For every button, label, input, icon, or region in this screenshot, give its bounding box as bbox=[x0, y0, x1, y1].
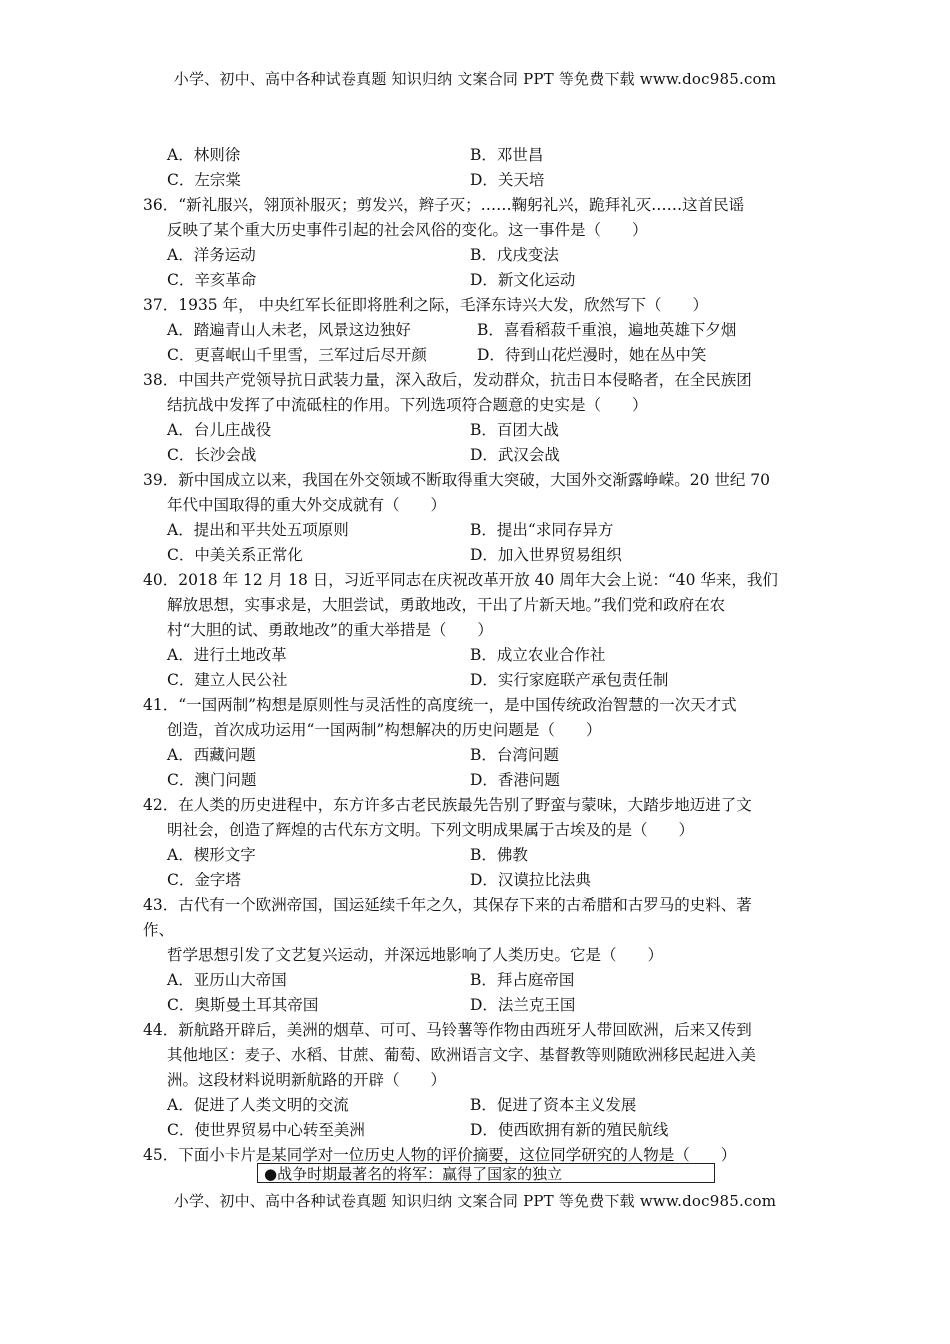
q43-option-a[interactable]: A．亚历山大帝国 bbox=[167, 971, 287, 989]
q42-stem-line2: 明社会，创造了辉煌的古代东方文明。下列文明成果属于古埃及的是（ ） bbox=[167, 821, 695, 839]
q38-option-b[interactable]: B．百团大战 bbox=[470, 421, 559, 439]
q35-option-b[interactable]: B．邓世昌 bbox=[470, 146, 544, 164]
q36-options-row1 bbox=[143, 243, 808, 268]
q41-option-a[interactable]: A．西藏问题 bbox=[167, 746, 256, 764]
q40-stem-line2: 解放思想，实事求是，大胆尝试，勇敢地改，干出了片新天地。”我们党和政府在农 bbox=[167, 596, 726, 614]
q40-option-c[interactable]: C．建立人民公社 bbox=[167, 671, 288, 689]
q41-stem-line1: 41．“一国两制”构想是原则性与灵活性的高度统一，是中国传统政治智慧的一次天才式 bbox=[143, 696, 737, 714]
q36-stem-line1: 36．“新礼服兴，翎顶补服灭；剪发兴，辫子灭；……鞠躬礼兴，跪拜礼灭……这首民谣 bbox=[143, 196, 745, 214]
q40-option-b[interactable]: B．成立农业合作社 bbox=[470, 646, 606, 664]
q37-options-row1 bbox=[143, 318, 808, 343]
q39-option-b[interactable]: B．提出“求同存异方 bbox=[470, 521, 614, 539]
q37-options-row2 bbox=[143, 343, 808, 368]
q43-options-row2 bbox=[143, 993, 808, 1018]
q44-option-d[interactable]: D．使西欧拥有新的殖民航线 bbox=[470, 1121, 669, 1139]
q42-option-b[interactable]: B．佛教 bbox=[470, 846, 528, 864]
q44-options-row2 bbox=[143, 1118, 808, 1143]
q44-option-c[interactable]: C．使世界贸易中心转至美洲 bbox=[167, 1121, 365, 1139]
q41-options-row2 bbox=[143, 768, 808, 793]
q37-option-b[interactable]: B．喜看稻菽千重浪，遍地英雄下夕烟 bbox=[477, 321, 737, 339]
q41-stem-line2: 创造，首次成功运用“一国两制”构想解决的历史问题是（ ） bbox=[167, 721, 602, 739]
q40-stem-line3: 村“大胆的试、勇敢地改”的重大举措是（ ） bbox=[167, 621, 493, 639]
q44-stem-line3: 洲。这段材料说明新航路的开辟（ ） bbox=[167, 1071, 447, 1089]
q44-option-a[interactable]: A．促进了人类文明的交流 bbox=[167, 1096, 349, 1114]
q37-option-c[interactable]: C．更喜岷山千里雪，三军过后尽开颜 bbox=[167, 346, 427, 364]
q39-option-c[interactable]: C．中美关系正常化 bbox=[167, 546, 303, 564]
q43-stem-line2: 哲学思想引发了文艺复兴运动，并深远地影响了人类历史。它是（ ） bbox=[167, 946, 664, 964]
q43-stem-line1-wrap: 作、 bbox=[143, 921, 175, 939]
page-header: 小学、初中、高中各种试卷真题 知识归纳 文案合同 PPT 等免费下载 www.doc985.com bbox=[173, 70, 777, 88]
q41-options-row1 bbox=[143, 743, 808, 768]
q40-options-row1 bbox=[143, 643, 808, 668]
q41-option-b[interactable]: B．台湾问题 bbox=[470, 746, 559, 764]
q39-option-d[interactable]: D．加入世界贸易组织 bbox=[470, 546, 622, 564]
q44-options-row1 bbox=[143, 1093, 808, 1118]
q43-option-d[interactable]: D．法兰克王国 bbox=[470, 996, 576, 1014]
q40-options-row2 bbox=[143, 668, 808, 693]
q38-options-row2 bbox=[143, 443, 808, 468]
q44-stem-line2: 其他地区：麦子、水稻、甘蔗、葡萄、欧洲语言文字、基督教等则随欧洲移民起进入美 bbox=[167, 1046, 757, 1064]
q42-options-row1 bbox=[143, 843, 808, 868]
q36-option-d[interactable]: D．新文化运动 bbox=[470, 271, 576, 289]
q43-stem-line1: 43．古代有一个欧洲帝国，国运延续千年之久，其保存下来的古希腊和古罗马的史料、著 bbox=[143, 896, 752, 914]
q42-stem-line1: 42．在人类的历史进程中，东方许多古老民族最先告别了野蛮与蒙味，大踏步地迈进了文 bbox=[143, 796, 752, 814]
q41-option-d[interactable]: D．香港问题 bbox=[470, 771, 560, 789]
q40-stem-line1: 40．2018 年 12 月 18 日，习近平同志在庆祝改革开放 40 周年大会上说：“40 华来，我们 bbox=[143, 571, 778, 589]
q35-option-c[interactable]: C．左宗棠 bbox=[167, 171, 241, 189]
q43-options-row1 bbox=[143, 968, 808, 993]
q42-options-row2 bbox=[143, 868, 808, 893]
q38-option-c[interactable]: C．长沙会战 bbox=[167, 446, 257, 464]
q37-stem-line1: 37．1935 年， 中央红军长征即将胜利之际，毛泽东诗兴大发，欣然写下（ ） bbox=[143, 296, 709, 314]
q39-option-a[interactable]: A．提出和平共处五项原则 bbox=[167, 521, 349, 539]
q39-options-row1 bbox=[143, 518, 808, 543]
q43-option-c[interactable]: C．奥斯曼土耳其帝国 bbox=[167, 996, 319, 1014]
q36-option-c[interactable]: C．辛亥革命 bbox=[167, 271, 257, 289]
q37-option-a[interactable]: A．踏遍青山人未老，风景这边独好 bbox=[167, 321, 411, 339]
q44-option-b[interactable]: B．促进了资本主义发展 bbox=[470, 1096, 637, 1114]
q35-options-row1 bbox=[143, 143, 808, 168]
q38-stem-line1: 38．中国共产党领导抗日武装力量，深入敌后，发动群众，抗击日本侵略者，在全民族团 bbox=[143, 371, 752, 389]
q35-option-d[interactable]: D．关天培 bbox=[470, 171, 545, 189]
q39-stem-line2: 年代中国取得的重大外交成就有（ ） bbox=[167, 496, 447, 514]
exam-content bbox=[143, 143, 808, 1168]
q39-options-row2 bbox=[143, 543, 808, 568]
q43-option-b[interactable]: B．拜占庭帝国 bbox=[470, 971, 575, 989]
q42-option-a[interactable]: A．楔形文字 bbox=[167, 846, 256, 864]
q38-option-d[interactable]: D．武汉会战 bbox=[470, 446, 560, 464]
q36-options-row2 bbox=[143, 268, 808, 293]
page-footer: 小学、初中、高中各种试卷真题 知识归纳 文案合同 PPT 等免费下载 www.doc985.com bbox=[173, 1192, 777, 1210]
q44-stem-line1: 44．新航路开辟后，美洲的烟草、可可、马铃薯等作物由西班牙人带回欧洲，后来又传到 bbox=[143, 1021, 752, 1039]
q35-option-a[interactable]: A．林则徐 bbox=[167, 146, 241, 164]
q41-option-c[interactable]: C．澳门问题 bbox=[167, 771, 257, 789]
q42-option-c[interactable]: C．金字塔 bbox=[167, 871, 241, 889]
q45-info-card: ●战争时期最著名的将军：赢得了国家的独立 bbox=[257, 1163, 715, 1183]
q42-option-d[interactable]: D．汉谟拉比法典 bbox=[470, 871, 591, 889]
q38-option-a[interactable]: A．台儿庄战役 bbox=[167, 421, 272, 439]
q37-option-d[interactable]: D．待到山花烂漫时，她在丛中笑 bbox=[477, 346, 707, 364]
q40-option-d[interactable]: D．实行家庭联产承包责任制 bbox=[470, 671, 669, 689]
q39-stem-line1: 39．新中国成立以来，我国在外交领域不断取得重大突破，大国外交渐露峥嵘。20 世纪 70 bbox=[143, 471, 771, 489]
q36-option-a[interactable]: A．洋务运动 bbox=[167, 246, 256, 264]
q36-stem-line2: 反映了某个重大历史事件引起的社会风俗的变化。这一事件是（ ） bbox=[167, 221, 648, 239]
q38-options-row1 bbox=[143, 418, 808, 443]
q45-stem-line1: 45．下面小卡片是某同学对一位历史人物的评价摘要，这位同学研究的人物是（ ） bbox=[143, 1146, 737, 1164]
q40-option-a[interactable]: A．进行土地改革 bbox=[167, 646, 287, 664]
q38-stem-line2: 结抗战中发挥了中流砥柱的作用。下列选项符合题意的史实是（ ） bbox=[167, 396, 648, 414]
q35-options-row2 bbox=[143, 168, 808, 193]
q36-option-b[interactable]: B．戊戌变法 bbox=[470, 246, 559, 264]
